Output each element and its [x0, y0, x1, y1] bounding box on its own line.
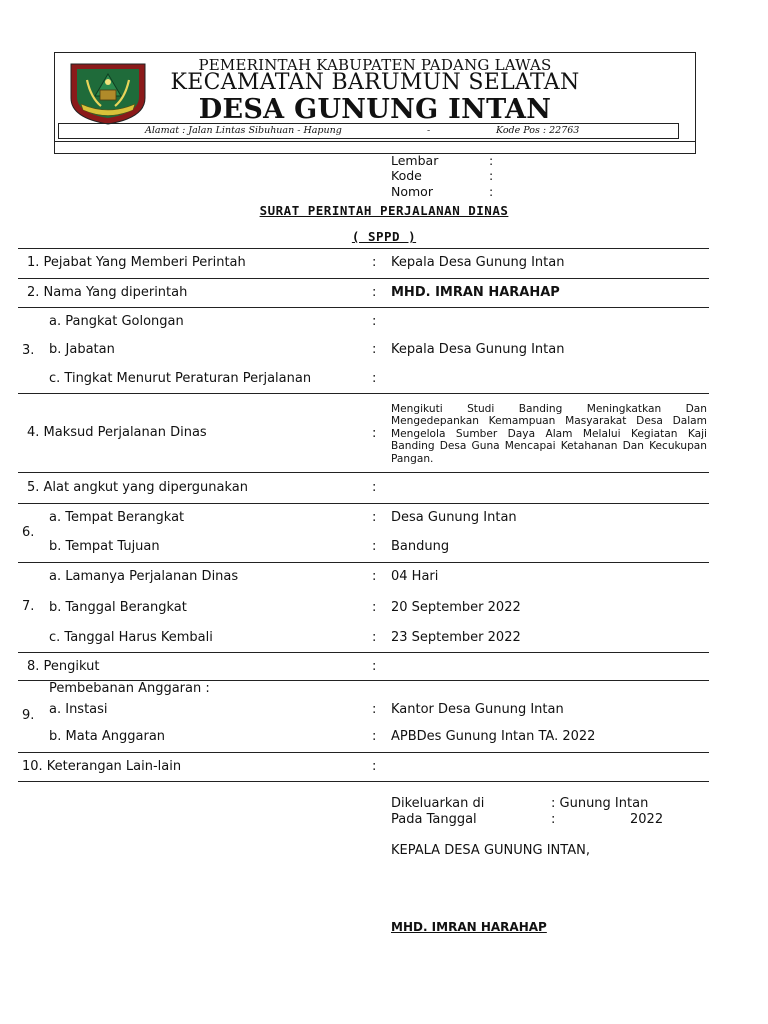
issued-date-year: 2022 — [630, 812, 664, 827]
signer-title: KEPALA DESA GUNUNG INTAN, — [391, 843, 590, 858]
row9b-value: APBDes Gunung Intan TA. 2022 — [391, 729, 596, 744]
meta-code-label: Kode — [391, 168, 422, 183]
issued-place-label: Dikeluarkan di — [391, 796, 485, 811]
row3c-colon: : — [372, 371, 377, 386]
row6a-colon: : — [372, 510, 377, 525]
row8-colon: : — [372, 659, 377, 674]
row7b-label: b. Tanggal Berangkat — [49, 600, 187, 615]
government-name: PEMERINTAH KABUPATEN PADANG LAWAS — [198, 56, 552, 74]
row7a-label: a. Lamanya Perjalanan Dinas — [49, 569, 239, 584]
table-rule — [18, 472, 709, 473]
address-text: Alamat : Jalan Lintas Sibuhuan - Hapung — [145, 125, 342, 136]
table-rule — [18, 307, 709, 308]
issued-place-value: : Gunung Intan — [551, 796, 649, 811]
row9b-colon: : — [372, 729, 377, 744]
row7b-colon: : — [372, 600, 377, 615]
letterhead — [54, 52, 696, 154]
signer-name: MHD. IMRAN HARAHAP — [391, 920, 547, 934]
row6-number: 6. — [22, 525, 35, 540]
row9a-label: a. Instasi — [49, 702, 108, 717]
table-rule — [18, 248, 709, 249]
row6b-value: Bandung — [391, 539, 450, 554]
document-title: SURAT PERINTAH PERJALANAN DINAS — [259, 203, 509, 218]
table-rule — [18, 562, 709, 563]
row7c-value: 23 September 2022 — [391, 630, 521, 645]
row7b-value: 20 September 2022 — [391, 600, 521, 615]
table-rule — [18, 278, 709, 279]
row7-number: 7. — [22, 599, 35, 614]
table-rule — [18, 393, 709, 394]
row3c-label: c. Tingkat Menurut Peraturan Perjalanan — [49, 371, 312, 386]
district-name: KECAMATAN BARUMUN SELATAN — [170, 70, 580, 95]
row5-label: 5. Alat angkut yang dipergunakan — [27, 480, 249, 495]
row3b-colon: : — [372, 342, 377, 357]
row4-colon: : — [372, 426, 377, 441]
row2-label: 2. Nama Yang diperintah — [27, 285, 188, 300]
row3b-label: b. Jabatan — [49, 342, 115, 357]
row1-label: 1. Pejabat Yang Memberi Perintah — [27, 255, 246, 270]
row9a-colon: : — [372, 702, 377, 717]
row4-label: 4. Maksud Perjalanan Dinas — [27, 425, 207, 440]
row6a-label: a. Tempat Berangkat — [49, 510, 185, 525]
row3a-colon: : — [372, 314, 377, 329]
issued-date-colon: : — [551, 812, 556, 827]
row9-number: 9. — [22, 708, 35, 723]
row5-colon: : — [372, 480, 377, 495]
row6b-colon: : — [372, 539, 377, 554]
table-rule — [18, 652, 709, 653]
row8-label: 8. Pengikut — [27, 659, 100, 674]
row7c-colon: : — [372, 630, 377, 645]
meta-code-colon: : — [489, 168, 494, 183]
row7a-value: 04 Hari — [391, 569, 439, 584]
postcode-text: Kode Pos : 22763 — [496, 125, 580, 136]
meta-number-label: Nomor — [391, 184, 433, 199]
meta-sheet-label: Lembar — [391, 153, 439, 168]
row3a-label: a. Pangkat Golongan — [49, 314, 184, 329]
meta-number-colon: : — [489, 184, 494, 199]
table-rule — [18, 752, 709, 753]
address-bar — [58, 123, 679, 139]
row7c-label: c. Tanggal Harus Kembali — [49, 630, 213, 645]
row3-number: 3. — [22, 343, 35, 358]
row2-value: MHD. IMRAN HARAHAP — [391, 285, 560, 300]
row9a-value: Kantor Desa Gunung Intan — [391, 702, 564, 717]
row2-colon: : — [372, 285, 377, 300]
table-rule — [18, 781, 709, 782]
row3b-value: Kepala Desa Gunung Intan — [391, 342, 565, 357]
row4-value: Mengikuti Studi Banding Meningkatkan Dan Mengedepankan Kemampuan Masyarakat Desa Dalam Mengelola Sumber Daya Alam Melalui Kegiatan Kaji Banding Desa Guna Mencapai Ketahanan Dan Kecukupan Pangan. — [391, 403, 707, 465]
row10-colon: : — [372, 759, 377, 774]
row10-label: 10. Keterangan Lain-lain — [22, 759, 182, 774]
row6a-value: Desa Gunung Intan — [391, 510, 517, 525]
table-rule — [18, 503, 709, 504]
row6b-label: b. Tempat Tujuan — [49, 539, 160, 554]
meta-sheet-colon: : — [489, 153, 494, 168]
row1-colon: : — [372, 255, 377, 270]
row9-header: Pembebanan Anggaran : — [49, 681, 210, 696]
row7a-colon: : — [372, 569, 377, 584]
letterhead-rule — [54, 141, 696, 142]
row1-value: Kepala Desa Gunung Intan — [391, 255, 565, 270]
issued-date-label: Pada Tanggal — [391, 812, 477, 827]
document-subtitle: ( SPPD ) — [351, 229, 417, 244]
address-separator: - — [427, 125, 431, 136]
village-name: DESA GUNUNG INTAN — [198, 94, 552, 125]
row9b-label: b. Mata Anggaran — [49, 729, 166, 744]
